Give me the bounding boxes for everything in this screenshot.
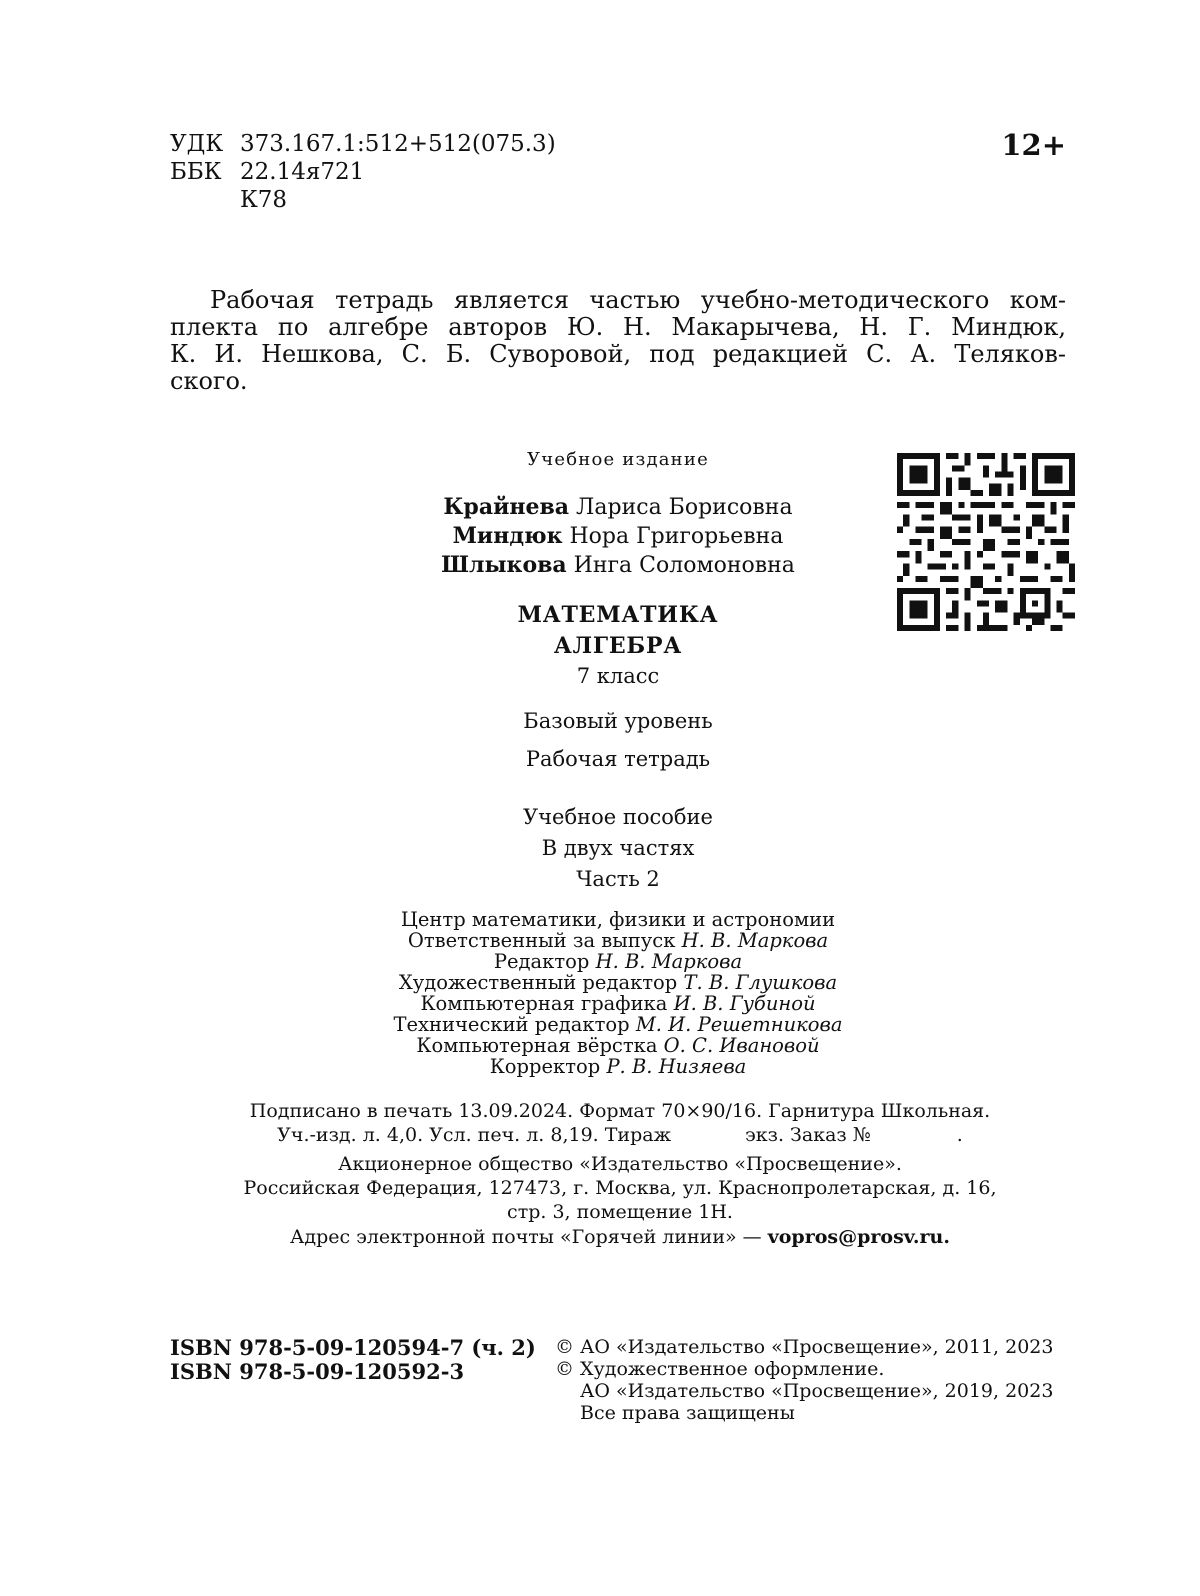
credit-row [318,972,918,993]
bbk-line [170,158,364,186]
hotline [160,1225,1080,1249]
credit-name: О. С. Ивановой [663,1034,820,1057]
credit-name: М. И. Решетникова [635,1013,843,1036]
grade: 7 класс [576,664,660,688]
credit-role: Художественный редактор [398,971,678,994]
hotline-email[interactable]: vopros@prosv.ru. [767,1226,950,1248]
qr-code-icon [897,453,1075,631]
author-given: Лариса Борисовна [576,495,793,520]
author-2 [318,522,918,551]
udk-line [170,130,556,158]
credit-role: Компьютерная вёрстка [416,1034,658,1057]
publisher-line-2: Российская Федерация, 127473, г. Москва, ул. Краснопролетарская, д. 16, [243,1177,997,1199]
kind: Рабочая тетрадь [525,747,711,771]
credit-row [318,1035,918,1056]
publisher-block [160,1152,1080,1224]
intro-line-1: Рабочая тетрадь является частью учебно-методического ком- [210,286,1066,314]
credit-row [318,930,918,951]
title-block [318,600,918,662]
credit-role: Ответственный за выпуск [407,929,676,952]
edition-type: Учебное издание [527,449,709,470]
level: Базовый уровень [523,709,713,733]
credit-role: Редактор [493,950,590,973]
print-line-1: Подписано в печать 13.09.2024. Формат 70×90/16. Гарнитура Школьная. [249,1100,991,1122]
print-info [160,1099,1080,1147]
bbk-label: ББК [170,159,222,185]
copyright-block [555,1336,1053,1424]
isbn-block [170,1336,536,1384]
copyright-line-4: Все права защищены [580,1402,795,1424]
credit-name: Т. В. Глушкова [683,971,838,994]
credit-row [318,951,918,972]
parts: В двух частях [541,836,695,860]
credit-name: Н. В. Маркова [595,950,743,973]
print-line-2: Уч.-изд. л. 4,0. Усл. печ. л. 8,19. Тираж экз. Заказ № . [277,1124,963,1146]
publisher-line-3: стр. 3, помещение 1Н. [507,1201,733,1223]
udk-value: 373.167.1:512+512(075.3) [240,131,556,157]
age-rating: 12+ [1001,128,1066,162]
credit-name: Р. В. Низяева [606,1055,747,1078]
hotline-label: Адрес электронной почты «Горячей линии» — [290,1226,762,1248]
author-surname: Миндюк [452,523,563,549]
credits-center: Центр математики, физики и астрономии [400,908,836,931]
title-line-1: МАТЕМАТИКА [517,602,719,628]
credit-name: Н. В. Маркова [681,929,829,952]
credit-row [318,1014,918,1035]
authors-block [318,493,918,580]
part: Часть 2 [576,867,660,891]
author-1 [318,493,918,522]
credit-role: Корректор [489,1055,601,1078]
author-3 [318,551,918,580]
copyright-line-2: © Художественное оформление. [555,1358,885,1380]
author-mark: К78 [240,187,288,213]
credit-role: Компьютерная графика [420,992,668,1015]
credit-row [318,993,918,1014]
udk-label: УДК [170,131,224,157]
isbn-line-2: ISBN 978-5-09-120592-3 [170,1359,465,1384]
manual-block [318,802,918,895]
credit-role: Технический редактор [393,1013,630,1036]
intro-line-3: К. И. Нешкова, С. Б. Суворовой, под редакцией С. А. Теляков- [170,340,1066,368]
manual: Учебное пособие [523,805,713,829]
author-given: Нора Григорьевна [569,524,784,549]
publisher-line-1: Акционерное общество «Издательство «Просвещение». [338,1153,902,1175]
author-surname: Шлыкова [441,552,567,578]
intro-line-2: плекта по алгебре авторов Ю. Н. Макарычева, Н. Г. Миндюк, [170,313,1066,341]
isbn-line-1: ISBN 978-5-09-120594-7 (ч. 2) [170,1335,536,1360]
copyright-line-1: © АО «Издательство «Просвещение», 2011, 2023 [555,1336,1054,1358]
credits-block [318,909,918,1077]
intro-paragraph [170,287,1066,395]
author-surname: Крайнева [443,494,570,520]
credit-row [318,1056,918,1077]
copyright-line-3: АО «Издательство «Просвещение», 2019, 2023 [580,1380,1054,1402]
title-line-2: АЛГЕБРА [553,633,683,659]
credit-name: И. В. Губиной [673,992,816,1015]
author-given: Инга Соломоновна [573,553,795,578]
intro-line-4: ского. [170,367,248,395]
bbk-value: 22.14я721 [240,159,365,185]
